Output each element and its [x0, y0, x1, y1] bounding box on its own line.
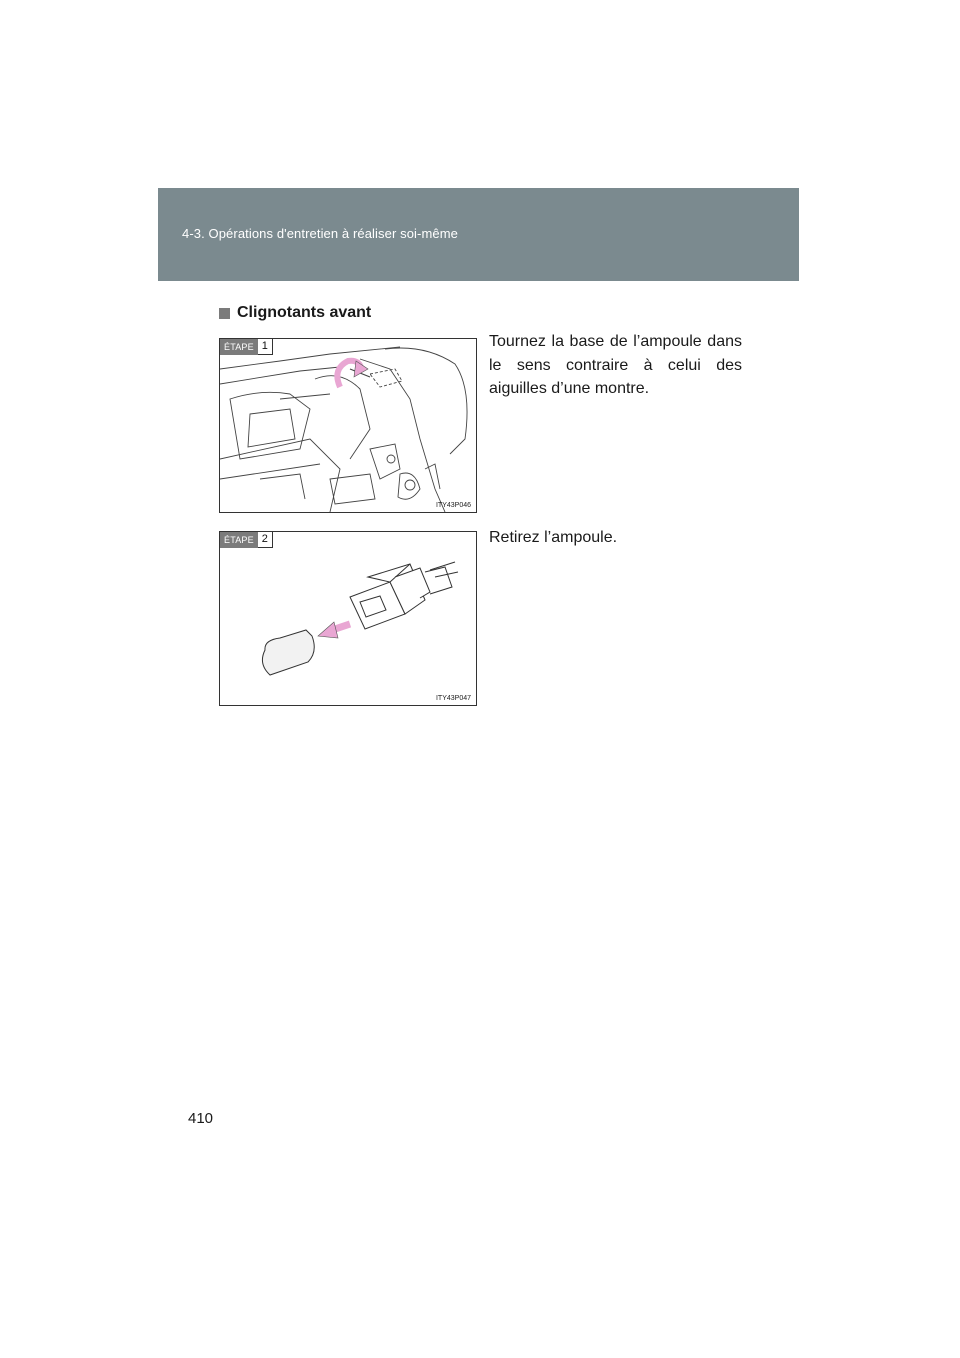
- page-number: 410: [188, 1110, 214, 1127]
- step-label: ÉTAPE: [220, 339, 258, 355]
- step-2-instruction: Retirez l’ampoule.: [489, 529, 618, 546]
- step-number: 2: [258, 532, 273, 548]
- section-heading: [219, 304, 371, 322]
- image-code: ITY43P047: [435, 695, 471, 702]
- image-code: ITY43P046: [435, 502, 471, 509]
- step-label: ÉTAPE: [220, 532, 258, 548]
- step-badge: [220, 339, 273, 355]
- step-number: 1: [258, 339, 273, 355]
- engine-bay-illustration: [220, 339, 476, 512]
- figure-step-2: [219, 531, 477, 706]
- step-1-instruction: Tournez la base de l’ampoule dans le sens contraire à celui des aiguilles d’une montre.: [489, 333, 742, 397]
- header-band: [158, 188, 799, 281]
- square-bullet-icon: [219, 308, 230, 319]
- section-title: Clignotants avant: [237, 304, 372, 321]
- bulb-removal-illustration: [220, 532, 476, 705]
- step-badge: [220, 532, 273, 548]
- header-section-title: 4-3. Opérations d'entretien à réaliser soi-même: [182, 226, 458, 241]
- figure-step-1: [219, 338, 477, 513]
